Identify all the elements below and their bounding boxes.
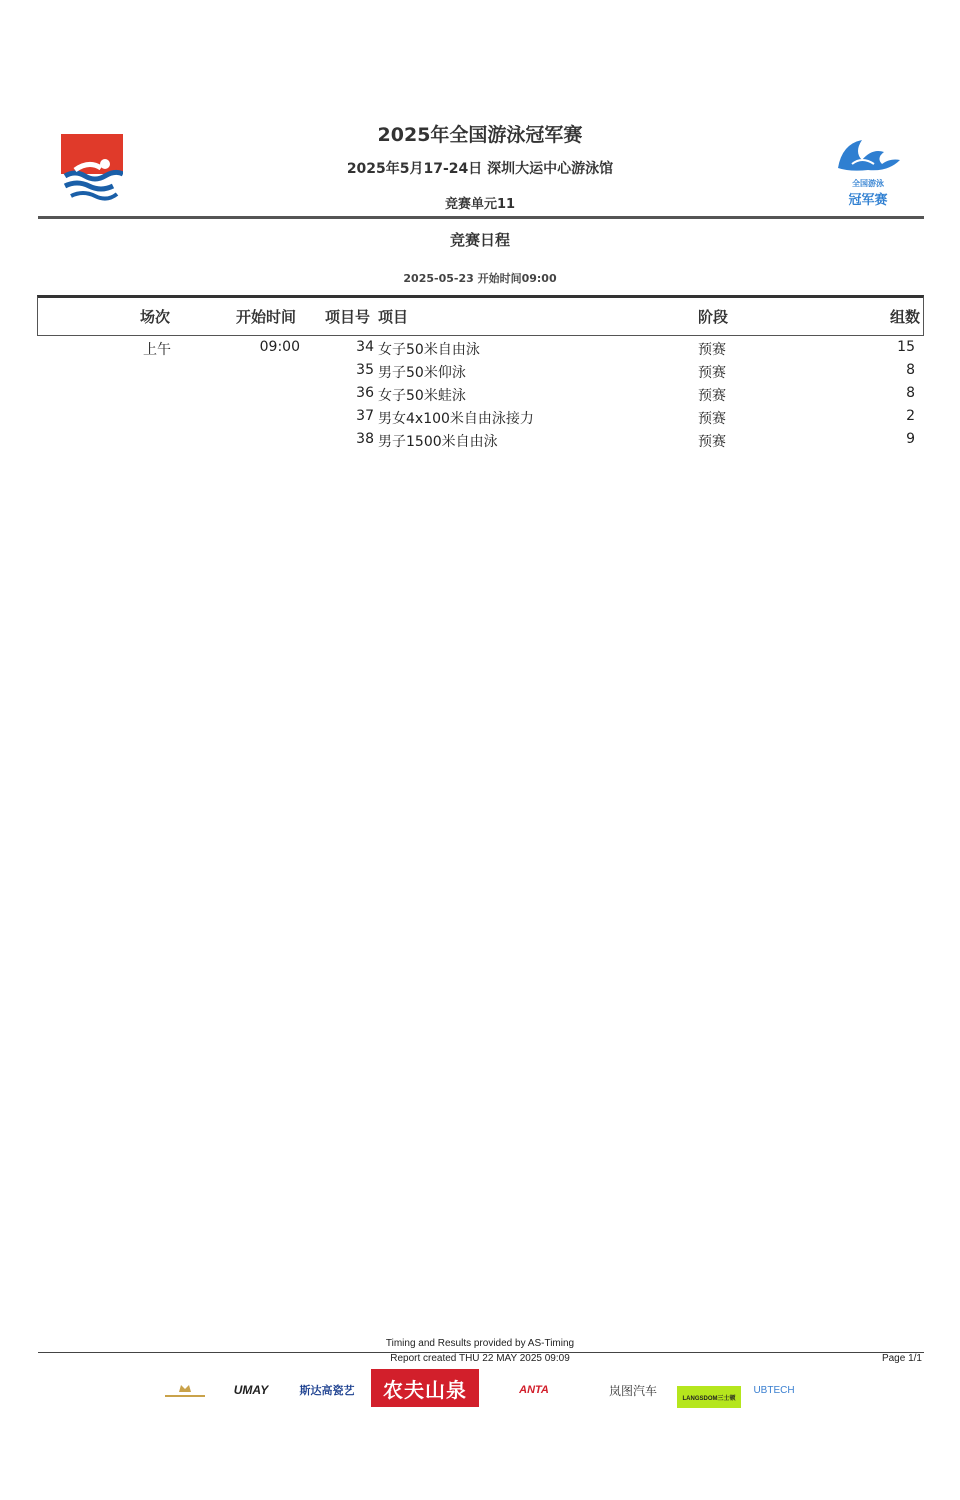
right-logo-text-1: 全国游泳	[852, 179, 884, 188]
cell-stage: 预赛	[698, 434, 726, 450]
cell-stage: 预赛	[698, 342, 726, 358]
sponsor-anta: ANTA	[519, 1384, 549, 1396]
cell-event: 女子50米自由泳	[378, 342, 480, 358]
header-divider	[38, 216, 924, 219]
table-header	[37, 295, 924, 336]
cell-event-no: 38	[356, 431, 374, 447]
crest-icon	[178, 1383, 192, 1393]
cell-event-no: 34	[356, 339, 374, 355]
cell-heats: 9	[906, 431, 915, 447]
sponsor-voyah: 岚图汽车	[608, 1383, 657, 1398]
sponsor-langsdom: LANGSDOM三士顿	[677, 1386, 741, 1408]
event-date-venue: 2025年5月17-24日 深圳大运中心游泳馆	[346, 161, 614, 177]
cell-event: 男子1500米自由泳	[378, 434, 498, 450]
cell-event: 女子50米蛙泳	[378, 388, 466, 404]
cell-session: 上午	[143, 342, 171, 358]
cell-heats: 8	[906, 385, 915, 401]
cell-event-no: 36	[356, 385, 374, 401]
competition-unit: 竞赛单元11	[444, 197, 516, 212]
sponsor-sida: 斯达高瓷艺	[299, 1385, 355, 1397]
col-header-event: 项目	[378, 308, 409, 326]
cell-event: 男女4x100米自由泳接力	[378, 411, 534, 427]
page-number: Page 1/1	[881, 1353, 922, 1364]
sponsor-nongfu-spring: 农夫山泉	[371, 1369, 479, 1407]
report-created: Report created THU 22 MAY 2025 09:09	[390, 1353, 570, 1364]
cell-stage: 预赛	[698, 388, 726, 404]
col-header-event-no: 项目号	[325, 308, 371, 326]
page-title: 2025年全国游泳冠军赛	[377, 124, 583, 146]
table-row	[0, 362, 960, 385]
col-header-session: 场次	[140, 308, 171, 326]
cell-heats: 8	[906, 362, 915, 378]
table-row	[0, 339, 960, 362]
table-row	[0, 385, 960, 408]
cell-event-no: 35	[356, 362, 374, 378]
sponsor-umay: UMAY	[233, 1383, 269, 1397]
col-header-stage: 阶段	[698, 308, 729, 326]
cell-heats: 2	[906, 408, 915, 424]
right-logo-text-2: 冠军赛	[848, 193, 888, 208]
col-header-start-time: 开始时间	[236, 308, 297, 326]
schedule-title: 竞赛日程	[449, 231, 510, 249]
sponsor-ubtech: UBTECH	[753, 1384, 795, 1396]
table-row	[0, 431, 960, 454]
cell-event-no: 37	[356, 408, 374, 424]
date-start-time: 2025-05-23 开始时间09:00	[403, 272, 557, 285]
col-header-heats: 组数	[890, 308, 921, 326]
table-row	[0, 408, 960, 431]
cell-heats: 15	[897, 339, 915, 355]
cell-time: 09:00	[259, 339, 300, 355]
timing-provider: Timing and Results provided by AS-Timing	[385, 1338, 575, 1349]
cell-event: 男子50米仰泳	[378, 365, 466, 381]
sponsor-logo-crest	[160, 1372, 210, 1408]
cell-stage: 预赛	[698, 365, 726, 381]
cell-stage: 预赛	[698, 411, 726, 427]
